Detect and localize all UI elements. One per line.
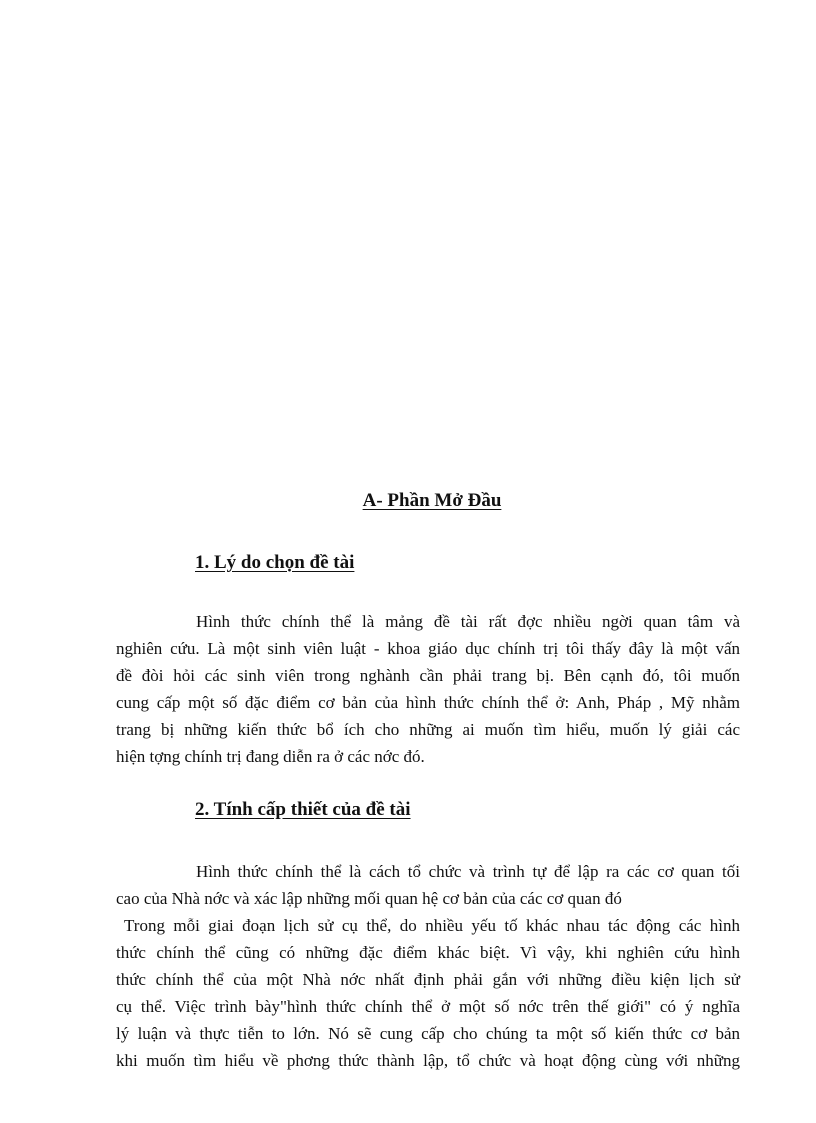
- paragraph-line: khi muốn tìm hiểu về phơng thức thành lập, tổ chức và hoạt động cùng với những: [116, 1051, 740, 1070]
- paragraph-line: Hình thức chính thể là cách tổ chức và trình tự để lập ra các cơ quan tối: [196, 862, 740, 881]
- paragraph-line: thức chính thể cũng có những đặc điểm khác biệt. Vì vậy, khi nghiên cứu hình: [116, 943, 740, 962]
- section-heading-reason: 1. Lý do chọn đề tài: [195, 552, 355, 573]
- paragraph-line: trang bị những kiến thức bổ ích cho những ai muốn tìm hiểu, muốn lý giải các: [116, 720, 740, 739]
- paragraph-line: đề đòi hỏi các sinh viên trong nghành cần phải trang bị. Bên cạnh đó, tôi muốn: [116, 666, 740, 685]
- paragraph-line: cao của Nhà nớc và xác lập những mối quan hệ cơ bản của các cơ quan đó: [116, 889, 622, 908]
- main-title: A- Phần Mở Đầu: [362, 490, 502, 511]
- paragraph-line: thức chính thể của một Nhà nớc nhất định phải gắn với những điều kiện lịch sử: [116, 970, 740, 989]
- paragraph-urgency: [116, 858, 740, 1074]
- section-heading-urgency: 2. Tính cấp thiết của đề tài: [195, 799, 411, 820]
- paragraph-line: Trong mỗi giai đoạn lịch sử cụ thể, do nhiều yếu tố khác nhau tác động các hình: [124, 916, 740, 935]
- paragraph-line: lý luận và thực tiễn to lớn. Nó sẽ cung cấp cho chúng ta một số kiến thức cơ bản: [116, 1024, 740, 1043]
- paragraph-line: nghiên cứu. Là một sinh viên luật - khoa giáo dục chính trị tôi thấy đây là một vấn: [116, 639, 740, 658]
- paragraph-reason: [116, 608, 740, 770]
- paragraph-line: hiện tợng chính trị đang diễn ra ở các nớc đó.: [116, 747, 425, 766]
- paragraph-line: Hình thức chính thể là mảng đề tài rất đợc nhiều ngời quan tâm và: [196, 612, 740, 631]
- paragraph-line: cụ thể. Việc trình bày"hình thức chính thể ở một số nớc trên thế giới" có ý nghĩa: [116, 997, 740, 1016]
- paragraph-line: cung cấp một số đặc điểm cơ bản của hình thức chính thể ở: Anh, Pháp , Mỹ nhằm: [116, 693, 740, 712]
